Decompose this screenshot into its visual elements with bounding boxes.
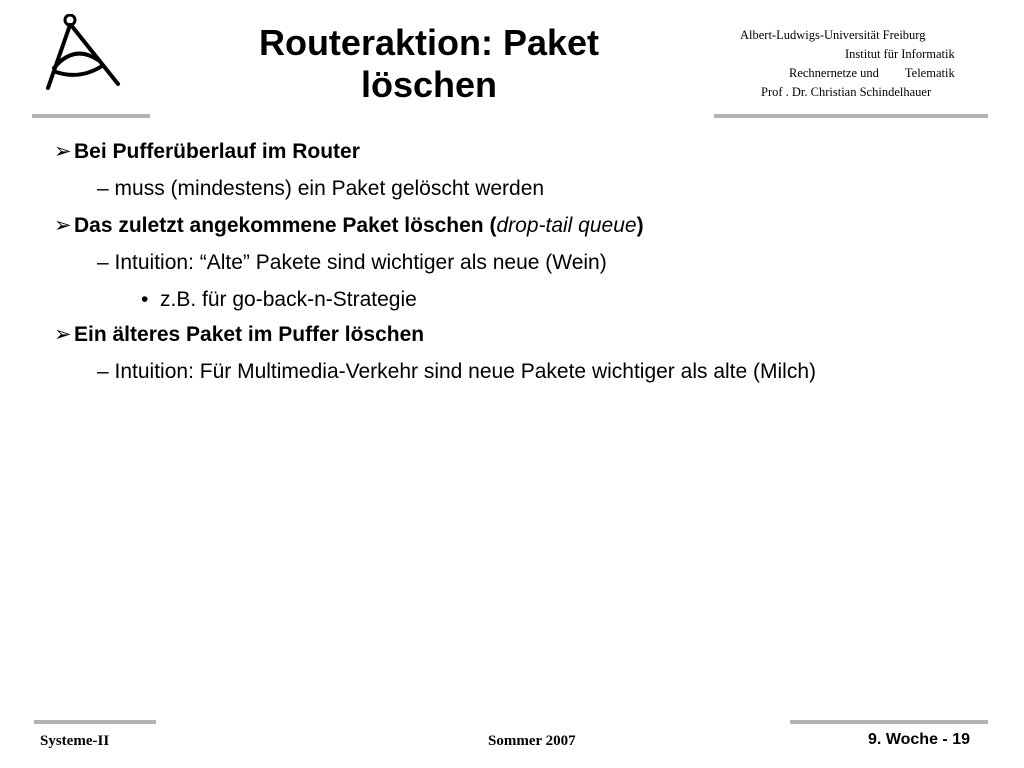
group-name-right: Telematik — [904, 66, 955, 80]
list-item: – Intuition: Für Multimedia-Verkehr sind neue Pakete wichtiger als alte (Milch) — [97, 360, 817, 383]
list-item: – Intuition: “Alte” Pakete sind wichtiger als neue (Wein) — [97, 251, 607, 274]
university-name: Albert-Ludwigs-Universität Freiburg — [740, 28, 926, 42]
dash-bullet-icon: – — [97, 251, 109, 274]
page-title-line2: löschen — [360, 64, 498, 105]
professor-name: Prof . Dr. Christian Schindelhauer — [761, 85, 932, 99]
arrow-bullet-icon: ➢ — [54, 140, 72, 163]
list-item: ➢ Bei Pufferüberlauf im Router — [54, 140, 360, 163]
page-title-line1: Routeraktion: Paket — [258, 22, 600, 63]
arrow-bullet-icon: ➢ — [54, 323, 72, 346]
footer-rule-left — [34, 720, 156, 724]
footer-rule-right — [790, 720, 988, 724]
header-rule-right — [714, 114, 988, 118]
list-item: ➢ Das zuletzt angekommene Paket löschen (drop-tail queue) — [54, 214, 644, 237]
institute-name: Institut für Informatik — [845, 47, 955, 61]
dash-bullet-icon: – — [97, 360, 109, 383]
dot-bullet-icon: • — [141, 288, 149, 311]
dash-bullet-icon: – — [97, 177, 109, 200]
footer-page-number: 9. Woche - 19 — [868, 731, 970, 748]
list-item: – muss (mindestens) ein Paket gelöscht werden — [97, 177, 545, 200]
institution-block — [700, 26, 1000, 102]
page-title — [214, 22, 644, 106]
group-name-left: Rechnernetze und — [789, 66, 879, 80]
footer-semester: Sommer 2007 — [488, 733, 576, 749]
list-item: • z.B. für go-back-n-Strategie — [141, 288, 417, 311]
list-item: ➢ Ein älteres Paket im Puffer löschen — [54, 323, 425, 346]
group-name — [700, 64, 1000, 83]
header-rule-left — [32, 114, 150, 118]
arrow-bullet-icon: ➢ — [54, 214, 72, 237]
university-logo-icon — [40, 14, 122, 94]
footer-course: Systeme-II — [40, 733, 110, 749]
